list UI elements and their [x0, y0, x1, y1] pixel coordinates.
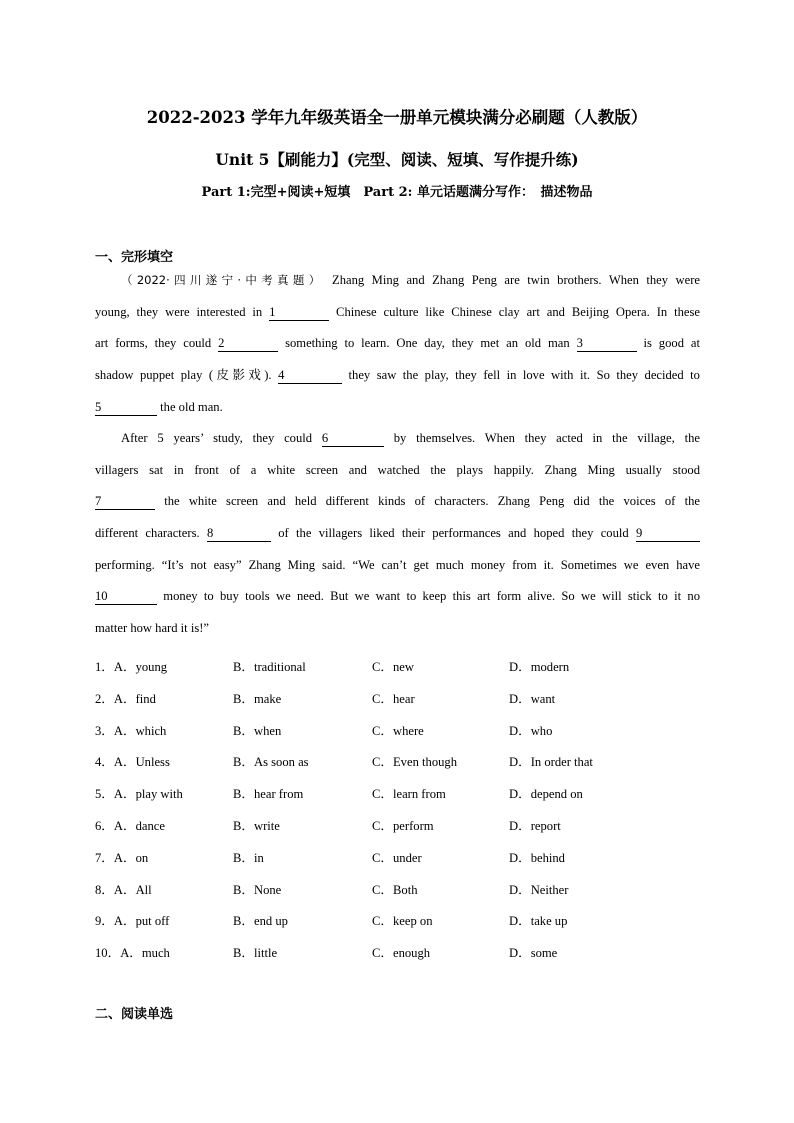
para2-line-4 [95, 518, 700, 550]
para2-text: After 5 years’ study, they could [121, 431, 322, 445]
section-heading-cloze: 一、完形填空 [95, 250, 174, 265]
option-b: B．in [233, 850, 264, 865]
option-d: D．depend on [509, 787, 583, 802]
option-c: C．hear [372, 691, 415, 706]
option-b: B．write [233, 819, 280, 833]
para1-text: is good at [636, 336, 700, 351]
option-row [95, 942, 715, 962]
option-row [95, 656, 715, 676]
option-d: D．who [509, 723, 553, 738]
option-d: D．Neither [509, 882, 569, 897]
option-c: C．new [372, 660, 414, 674]
section-heading-reading: 二、阅读单选 [95, 1007, 174, 1022]
option-row [95, 751, 715, 771]
blank-6: 6 [322, 431, 384, 447]
document-subtitle: Unit 5【刷能力】(完型、阅读、短填、写作提升练) [215, 150, 579, 169]
para1-line-4 [95, 360, 700, 392]
para1-text: young, they were interested in [95, 304, 270, 319]
option-c: C．learn from [372, 787, 446, 802]
option-a: 7．A．on [95, 850, 149, 865]
para2-line-7: matter how hard it is!” [95, 621, 210, 636]
option-c: C．where [372, 723, 424, 738]
option-a: 2．A．find [95, 691, 156, 706]
para1-text: art forms, they could [95, 336, 219, 351]
option-row [95, 783, 715, 803]
cloze-paragraph-2 [95, 423, 700, 645]
blank-8: 8 [207, 526, 271, 542]
para2-line-6 [95, 581, 700, 613]
para1-line-2 [95, 297, 700, 329]
option-c: C．Both [372, 882, 418, 897]
option-b: B．As soon as [233, 755, 309, 770]
option-c: C．keep on [372, 914, 433, 929]
para1-line-3 [95, 328, 700, 360]
option-row [95, 720, 715, 740]
option-b: B．end up [233, 914, 288, 929]
option-a: 6．A．dance [95, 819, 165, 833]
option-a: 10．A．much [95, 946, 170, 961]
option-row [95, 847, 715, 867]
option-c: C．under [372, 850, 422, 865]
document-title: 2022-2023 学年九年级英语全一册单元模块满分必刷题（人教版） [146, 108, 648, 127]
option-a: 8．A．All [95, 882, 152, 897]
blank-2: 2 [218, 336, 278, 352]
blank-4: 4 [278, 368, 342, 384]
option-row [95, 815, 715, 835]
para1-text: something to learn. One day, they met an old man [278, 336, 577, 351]
option-c: C．perform [372, 819, 434, 833]
option-d: D．want [509, 691, 556, 706]
para2-text: of the villagers liked their performances and hoped they could [270, 526, 636, 541]
option-row [95, 879, 715, 899]
option-d: D．behind [509, 850, 565, 865]
para2-text: different characters. [95, 526, 207, 541]
para2-line-3 [95, 486, 700, 518]
option-a: 5．A．play with [95, 787, 183, 802]
option-d: D．modern [509, 660, 570, 674]
option-c: C．Even though [372, 755, 458, 770]
para1-line-5 [95, 392, 700, 424]
para2-line-1 [95, 423, 700, 455]
option-row [95, 688, 715, 708]
blank-7: 7 [95, 494, 155, 510]
para2-line-5: performing. “It’s not easy” Zhang Ming said. “We can’t get much money from it. Sometimes we even have [95, 557, 700, 572]
para1-text: the old man. [157, 399, 223, 414]
option-c: C．enough [372, 946, 431, 961]
para2-text: money to buy tools we need. But we want to keep this art form alive. So we will stick to it no [157, 589, 700, 604]
para2-text: the white screen and held different kinds of characters. Zhang Peng did the voices of the [155, 494, 700, 509]
para1-text: Chinese culture like Chinese clay art and Beijing Opera. In these [329, 304, 700, 319]
option-d: D．some [509, 946, 558, 961]
option-b: B．traditional [233, 660, 306, 674]
para2-text: by themselves. When they acted in the village, the [383, 431, 700, 445]
blank-3: 3 [577, 336, 637, 352]
blank-1: 1 [269, 305, 329, 321]
option-b: B．None [233, 882, 282, 897]
blank-9: 9 [636, 526, 700, 542]
cloze-paragraph-1 [95, 265, 700, 423]
option-a: 9．A．put off [95, 914, 170, 929]
para1-text: shadow puppet play (皮影戏). [95, 368, 279, 383]
para1-line-1 [95, 265, 700, 297]
para2-line-2: villagers sat in front of a white screen and watched the plays happily. Zhang Ming usually stood [95, 462, 700, 477]
option-b: B．make [233, 691, 282, 706]
option-b: B．hear from [233, 787, 304, 802]
option-b: B．when [233, 723, 282, 738]
option-b: B．little [233, 946, 278, 961]
blank-5: 5 [95, 400, 157, 416]
para1-text: they saw the play, they fell in love with it. So they decided to [342, 368, 700, 383]
question-source: （2022·四川遂宁·中考真题） [121, 273, 325, 287]
option-a: 4．A．Unless [95, 755, 170, 770]
option-d: D．report [509, 819, 561, 833]
para1-text: Zhang Ming and Zhang Peng are twin brothers. When they were [332, 273, 700, 287]
option-d: D．In order that [509, 755, 593, 770]
option-row [95, 910, 715, 930]
document-parts-line: Part 1:完型+阅读+短填 Part 2: 单元话题满分写作： 描述物品 [201, 185, 593, 200]
blank-10: 10 [95, 589, 157, 605]
option-a: 3．A．which [95, 723, 167, 738]
option-d: D．take up [509, 914, 568, 929]
option-a: 1．A．young [95, 660, 168, 674]
